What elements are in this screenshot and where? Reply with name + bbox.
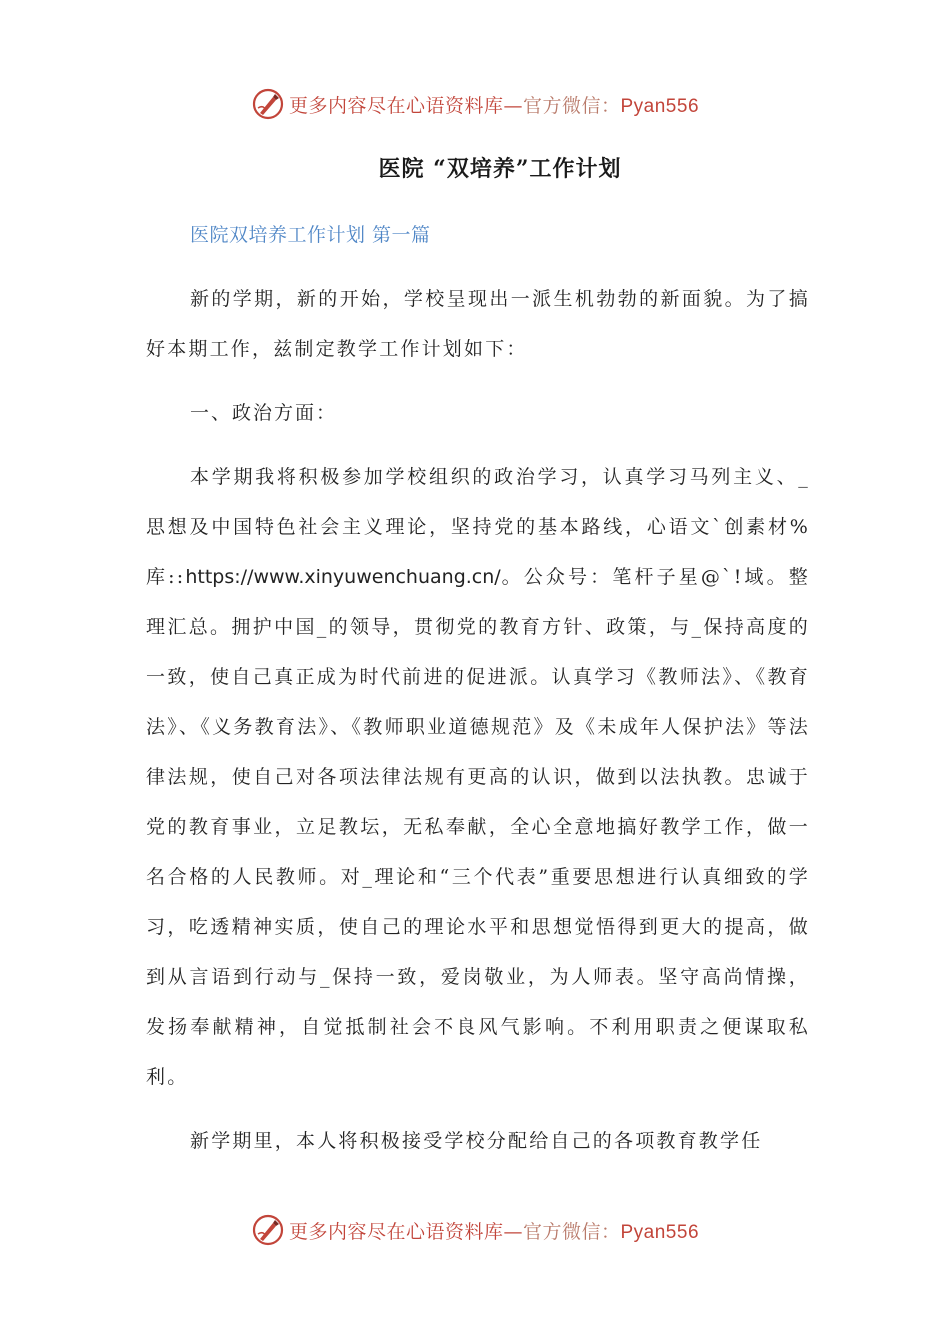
header-watermark-banner — [0, 84, 950, 124]
page-title: 医院 “双培养”工作计划 — [378, 156, 622, 182]
watermark-text: 更多内容尽在心语资料库—官方微信：Pyan556 — [288, 94, 700, 117]
pen-logo-icon — [251, 1213, 285, 1247]
paragraph-intro: 新的学期，新的开始，学校呈现出一派生机勃勃的新面貌。为了搞好本期工作，兹制定教学工作计划如下： — [146, 288, 810, 360]
section-heading: 医院双培养工作计划 第一篇 — [190, 224, 431, 246]
document-body — [146, 274, 810, 1180]
url-text: https://www.xinyuwenchuang.cn/ — [185, 566, 501, 588]
pen-logo-icon — [251, 87, 285, 121]
footer-watermark-banner — [0, 1210, 950, 1250]
paragraph-politics-body: 本学期我将积极参加学校组织的政治学习，认真学习马列主义、_思想及中国特色社会主义理论，坚持党的基本路线，心语文`创素材%库::https://www.xinyuwenchuang.cn/。公众号：笔杆子星@`!域。整理汇总。拥护中国_的领导，贯彻党的教育方针、政策，与_保持高度的一致，使自己真正成为时代前进的促进派。认真学习《教师法》、《教育法》、《义务教育法》、《教师职业道德规范》及《未成年人保护法》等法律法规，使自己对各项法律法规有更高的认识，做到以法执教。忠诚于党的教育事业，立足教坛，无私奉献，全心全意地搞好教学工作，做一名合格的人民教师。对_理论和“三个代表”重要思想进行认真细致的学习，吃透精神实质，使自己的理论水平和思想觉悟得到更大的提高，做到从言语到行动与_保持一致，爱岗敬业，为人师表。坚守高尚情操，发扬奉献精神，自觉抵制社会不良风气影响。不利用职责之便谋取私利。 — [146, 466, 810, 1088]
paragraph-new-term: 新学期里，本人将积极接受学校分配给自己的各项教育教学任 — [190, 1130, 763, 1152]
paragraph-politics-heading: 一、政治方面： — [190, 402, 338, 424]
watermark-text: 更多内容尽在心语资料库—官方微信：Pyan556 — [288, 1220, 700, 1243]
